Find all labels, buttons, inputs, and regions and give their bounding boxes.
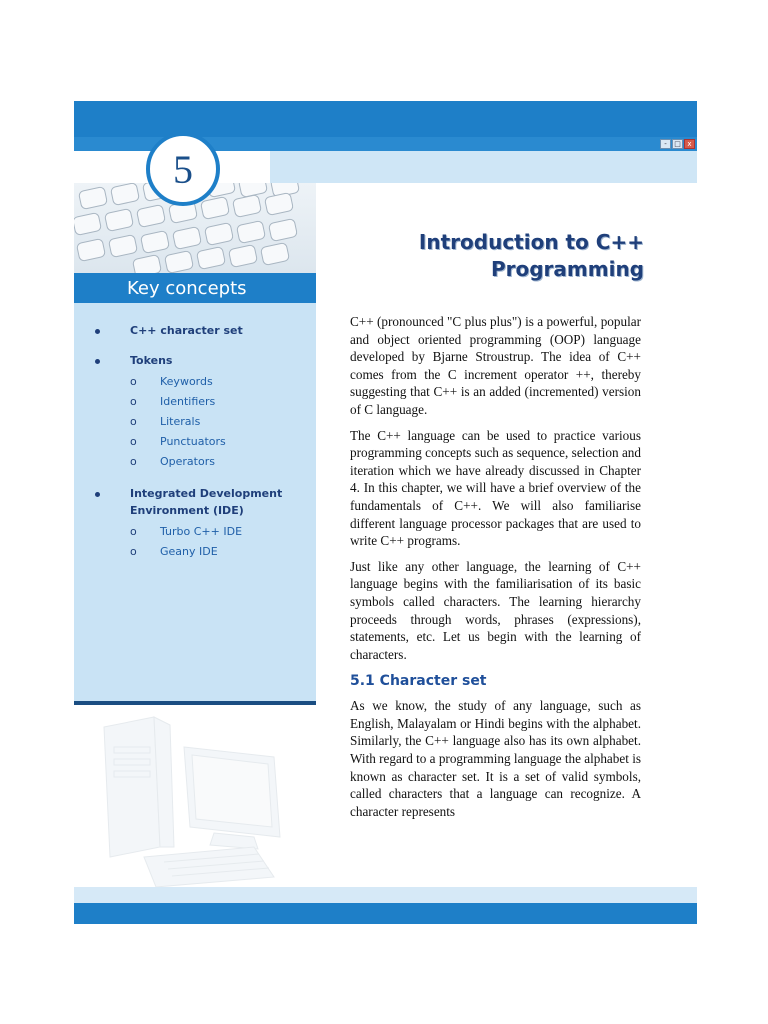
concept-label: Tokens <box>130 354 173 367</box>
concept-label: Integrated Development Environment (IDE) <box>130 487 283 517</box>
body-paragraph: The C++ language can be used to practice various programming concepts such as sequence, selection and iteration which we have already discussed in Chapter 4. In this chapter, we will have a brief overview of the fundamentals of C++. We will also familiarise different language processor packages that are used to write C++ programs. <box>350 427 641 549</box>
close-icon: x <box>684 139 695 149</box>
bullet-icon <box>95 329 100 334</box>
sub-bullet-icon: o <box>130 455 137 468</box>
minimize-icon: - <box>660 139 671 149</box>
computer-illustration <box>74 707 316 887</box>
sub-bullet-icon: o <box>130 545 137 558</box>
sub-bullet-icon: o <box>130 415 137 428</box>
chapter-number: 5 <box>173 146 193 192</box>
sub-bullet-icon: o <box>130 525 137 538</box>
sub-concept-label: Literals <box>160 415 201 428</box>
body-paragraph: C++ (pronounced "C plus plus") is a powerful, popular and object oriented programming (OOP) language developed by Bjarne Stroustrup. The idea of C++ comes from the C increment operator ++, thereby suggesting that C++ is an added (incremented) version of C language. <box>350 314 641 417</box>
section-heading: 5.1 Character set <box>350 673 487 690</box>
sub-concept-label: Operators <box>160 455 215 468</box>
window-controls <box>660 139 695 149</box>
chapter-title-line2: Programming <box>490 257 644 281</box>
bullet-icon <box>95 359 100 364</box>
title-strip <box>270 151 697 183</box>
sub-bullet-icon: o <box>130 375 137 388</box>
chapter-title <box>344 229 644 283</box>
sub-bullet-icon: o <box>130 395 137 408</box>
chapter-number-badge <box>146 132 220 206</box>
sub-concept-label: Keywords <box>160 375 213 388</box>
key-concepts-header <box>74 273 316 303</box>
textbook-page <box>74 101 697 924</box>
chapter-body <box>350 313 641 828</box>
key-concepts-title: Key concepts <box>127 277 247 299</box>
sub-concept-label: Turbo C++ IDE <box>160 525 243 538</box>
chapter-title-line1: Introduction to C++ <box>418 230 644 254</box>
concept-label: C++ character set <box>130 324 243 337</box>
footer-stripe <box>74 887 697 903</box>
sub-concept-label: Geany IDE <box>160 545 218 558</box>
maximize-icon: □ <box>672 139 683 149</box>
sub-bullet-icon: o <box>130 435 137 448</box>
desktop-computer-icon <box>74 707 316 887</box>
footer-band <box>74 903 697 924</box>
body-paragraph: Just like any other language, the learning of C++ language begins with the familiarisation of its basic symbols called characters. The learning hierarchy proceeds through words, phrases (expressions), statements, etc. Let us begin with the learning of characters. <box>350 558 641 662</box>
body-paragraph: As we know, the study of any language, such as English, Malayalam or Hindi begins with the alphabet. Similarly, the C++ language also has its own alphabet. With regard to a programming language the alphabet is known as character set. It is a set of valid symbols, called characters that a language can recognize. A character represents <box>350 698 641 819</box>
key-concepts-sidebar <box>74 303 316 705</box>
sub-concept-label: Identifiers <box>160 395 216 408</box>
sub-concept-label: Punctuators <box>160 435 226 448</box>
top-banner <box>74 101 697 137</box>
bullet-icon <box>95 492 100 497</box>
